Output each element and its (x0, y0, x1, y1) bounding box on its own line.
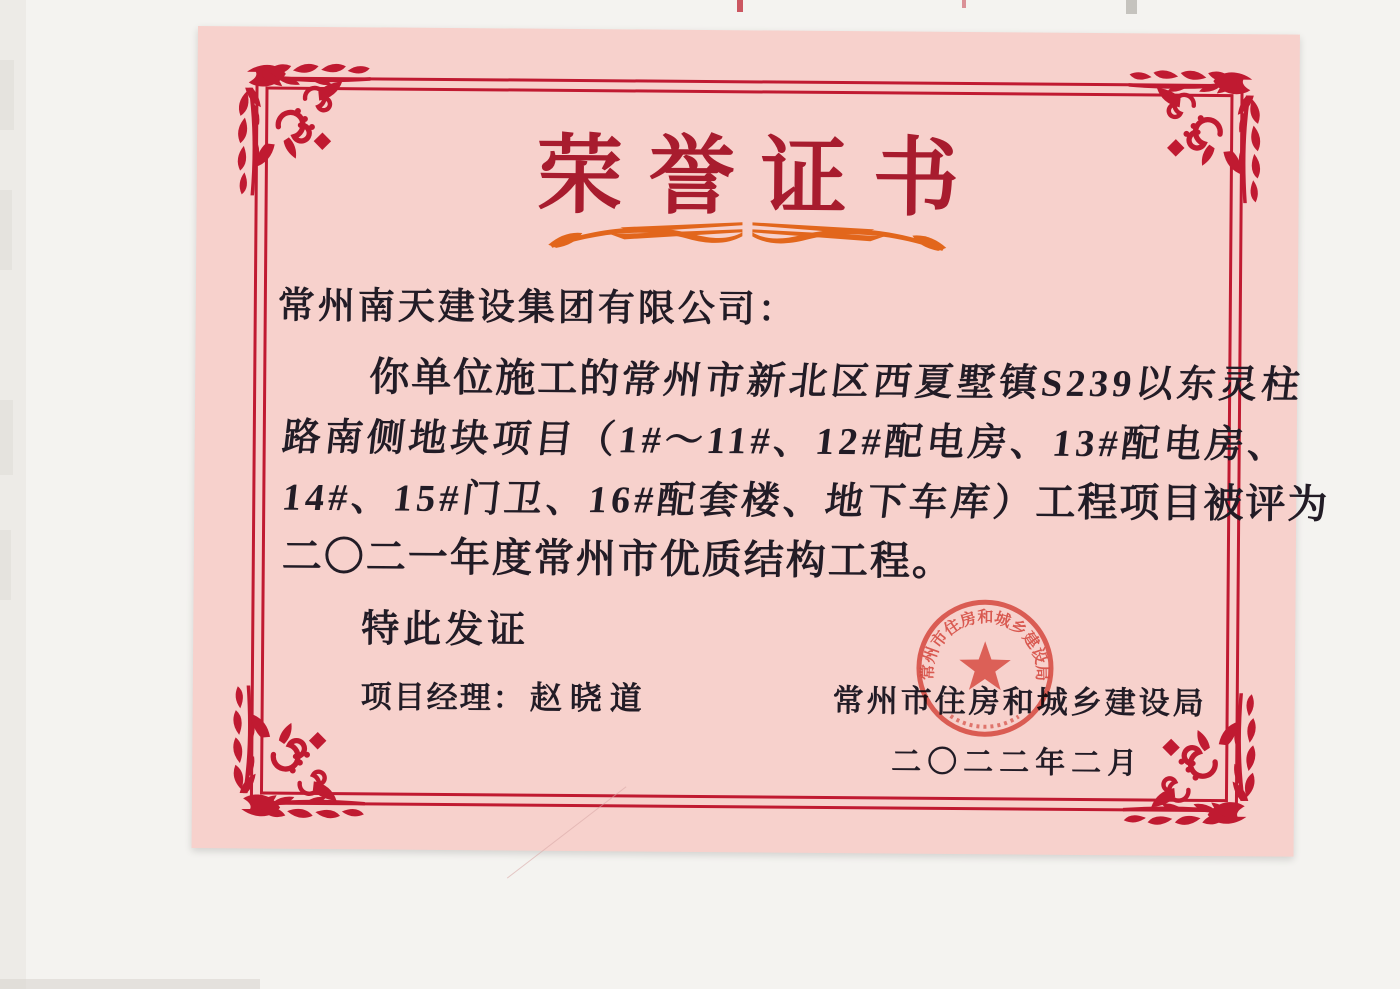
body-line-1-project: 常州市新北区西夏墅镇S239以东灵柱 (618, 359, 1306, 407)
seal-star-icon (959, 641, 1011, 690)
recipient-name: 常州南天建设集团有限公司： (277, 284, 798, 330)
seal-serial-marks (951, 716, 1019, 727)
manager-name: 赵晓道 (529, 679, 650, 717)
scan-shadow (0, 979, 260, 989)
title-flourish-icon (542, 215, 952, 258)
body-line-1 (283, 349, 1306, 416)
issue-date: 二〇二二年二月 (891, 745, 1144, 781)
official-seal (910, 594, 1059, 743)
scan-streak (0, 400, 13, 475)
body-line-4 (282, 529, 1212, 596)
certificate-paper (192, 26, 1330, 857)
scan-streak (0, 60, 14, 130)
issuer-name: 常州市住房和城乡建设局 (832, 683, 1207, 721)
scan-mark (962, 0, 966, 8)
seal-ring-text: 常州市住房和城乡建设局 (919, 609, 1051, 682)
award-name: 二〇二一年度常州市优质结构工程。 (281, 533, 954, 584)
manager-label: 项目经理： (360, 679, 526, 716)
scan-streak (0, 190, 12, 270)
body-line-3-template: 工程项目被评为 (1035, 479, 1330, 527)
scan-mark (1126, 0, 1137, 14)
scan-edge-band (0, 0, 26, 989)
project-manager-line (361, 671, 650, 719)
scan-streak (0, 530, 11, 600)
certificate-body (279, 349, 1330, 596)
floral-corner-icon (222, 678, 373, 829)
body-line-2 (280, 409, 1293, 476)
body-line-2-project: 路南侧地块项目（1#～11#、12#配电房、13#配电房、 (280, 416, 1293, 467)
closing-statement: 特此发证 (361, 608, 530, 652)
certificate-title: 荣誉证书 (536, 127, 986, 228)
scan-mark (737, 0, 743, 12)
body-line-3-project: 14#、15#门卫、16#配套楼、地下车库） (279, 476, 1038, 525)
seal-stamp-icon (910, 594, 1059, 743)
corner-ornament-bottom-left (222, 678, 373, 829)
body-line-3 (279, 469, 1330, 536)
body-line-1-template: 你单位施工的 (369, 354, 622, 402)
